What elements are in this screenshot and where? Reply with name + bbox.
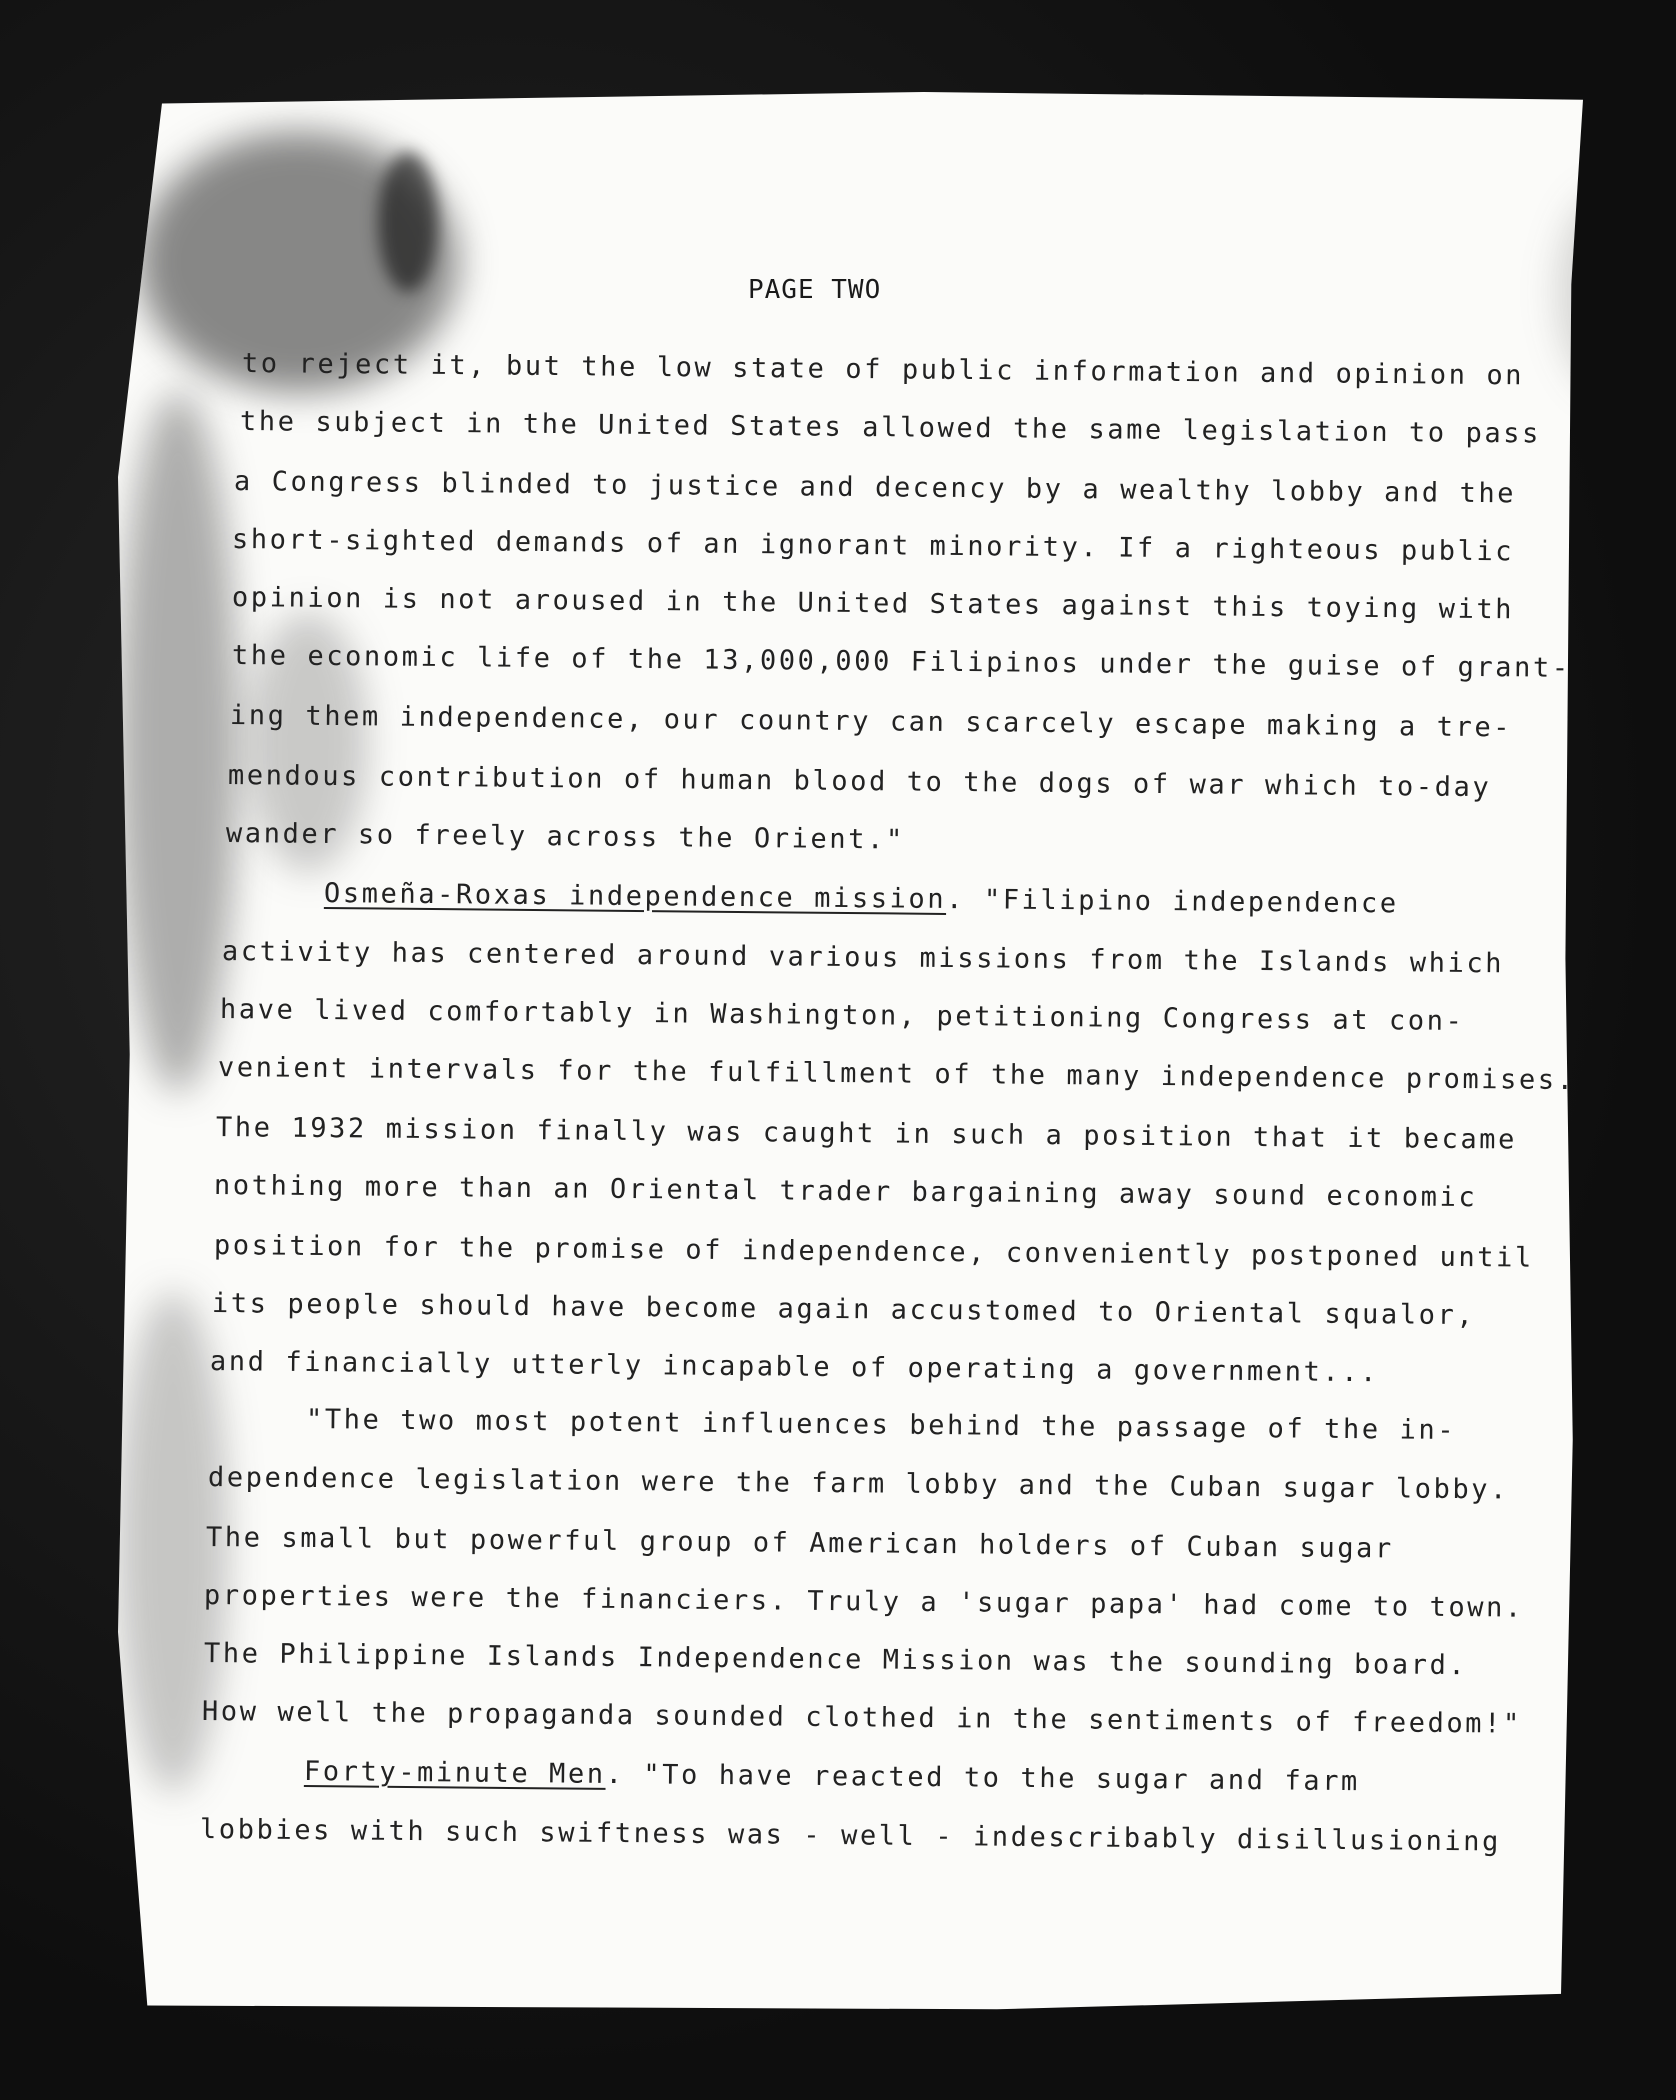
text-line: to reject it, but the low state of public information and opinion on — [241, 348, 1525, 392]
text-line: the subject in the United States allowed the same legislation to pass — [239, 406, 1542, 450]
text-line: opinion is not aroused in the United States against this toying with — [231, 582, 1515, 626]
text-line: short-sighted demands of an ignorant minority. If a righteous public — [231, 524, 1515, 568]
section-heading-forty-minute-men: Forty-minute Men — [303, 1756, 606, 1790]
text-line: properties were the financiers. Truly a 'sugar papa' had come to town. — [203, 1580, 1524, 1624]
text-line: wander so freely across the Orient." — [225, 818, 905, 856]
text-line: nothing more than an Oriental trader bargaining away sound economic — [213, 1170, 1478, 1214]
page-title: PAGE TWO — [748, 275, 882, 305]
text-line: dependence legislation were the farm lobby and the Cuban sugar lobby. — [207, 1462, 1510, 1506]
text-line: position for the promise of independence, conveniently postponed until — [213, 1230, 1534, 1274]
section-heading-line — [304, 1756, 1360, 1797]
text-line: The small but powerful group of American holders of Cuban sugar — [205, 1522, 1394, 1565]
text-line: and financially utterly incapable of operating a government... — [209, 1346, 1380, 1389]
text-line: its people should have become again accustomed to Oriental squalor, — [211, 1288, 1476, 1332]
text-line: "The two most potent influences behind the passage of the in- — [305, 1404, 1457, 1447]
text-line: The 1932 mission finally was caught in such a position that it became — [215, 1112, 1518, 1156]
text-line: ing them independence, our country can scarcely escape making a tre- — [229, 700, 1513, 744]
text-line: How well the propaganda sounded clothed in the sentiments of freedom!" — [201, 1696, 1522, 1740]
text-line: a Congress blinded to justice and decency by a wealthy lobby and the — [233, 466, 1517, 510]
section-heading-rest: . "To have reacted to the sugar and farm — [605, 1758, 1361, 1798]
text-line: venient intervals for the fulfillment of the many independence promises. — [217, 1052, 1576, 1097]
text-line: have lived comfortably in Washington, petitioning Congress at con- — [219, 994, 1465, 1037]
text-line: lobbies with such swiftness was - well - indescribably disillusioning — [199, 1814, 1502, 1858]
text-line: mendous contribution of human blood to the dogs of war which to-day — [227, 760, 1492, 804]
section-heading-rest: . "Filipino independence — [946, 883, 1399, 920]
section-heading-line — [324, 878, 1399, 919]
text-line: the economic life of the 13,000,000 Filipinos under the guise of grant- — [231, 640, 1571, 684]
text-line: activity has centered around various missions from the Islands which — [221, 936, 1505, 980]
section-heading-osmena-roxas: Osmeña-Roxas independence mission — [323, 878, 947, 915]
text-line: The Philippine Islands Independence Mission was the sounding board. — [203, 1638, 1468, 1682]
